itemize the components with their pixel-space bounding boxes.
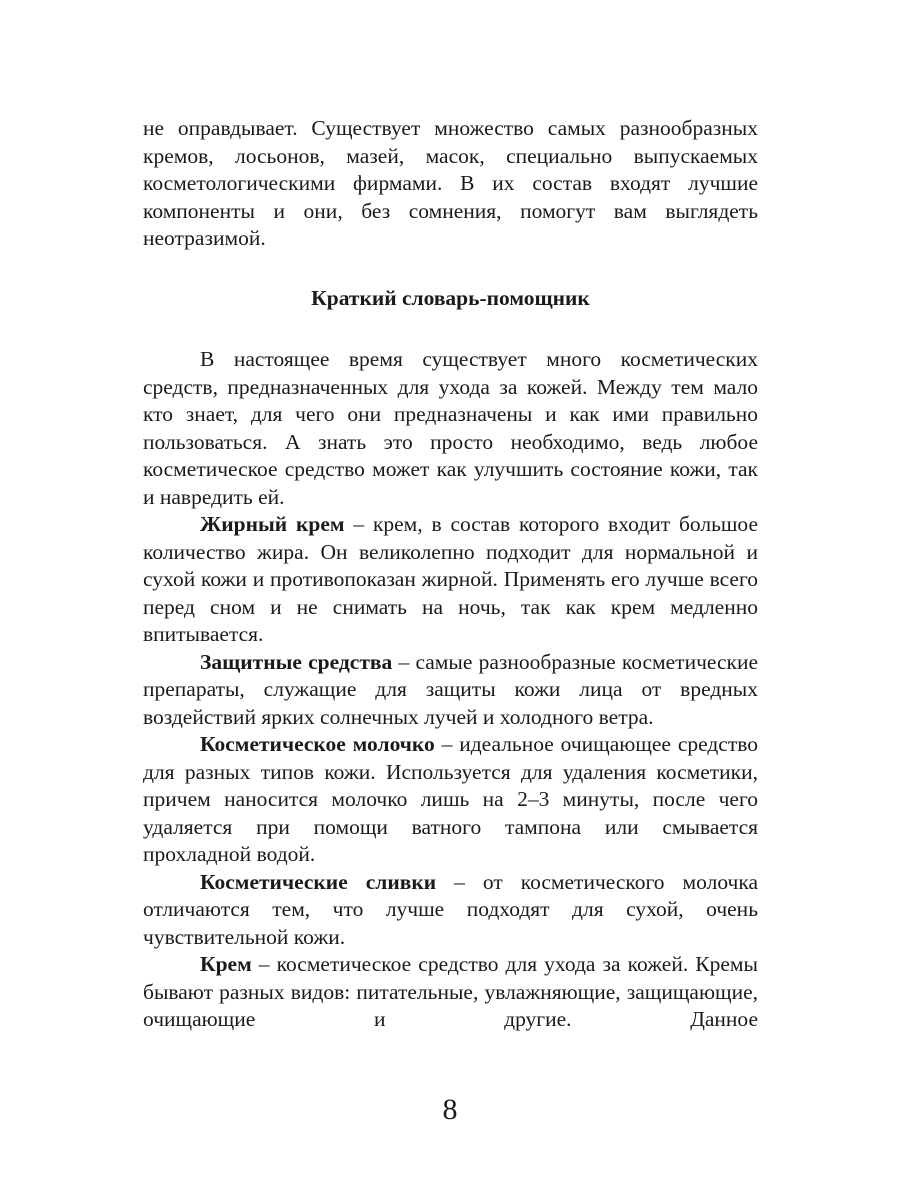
entry-definition: – идеальное очищающее средство для разных типов кожи. Используется для удаления косметики, причем наносится молочко лишь на 2–3 минуты, после чего удаляется при помощи ватного тампона или смывается прохладной водой. [143,732,758,866]
entry-term: Крем [200,952,252,976]
entry-term: Защитные средства [200,649,393,674]
entry-paragraph [143,511,758,649]
page-body [143,115,758,1034]
entry-definition: – самые разнообразные косметические препараты, служащие для защиты кожи лица от вредных воздействий ярких солнечных лучей и холодного ветра. [143,649,758,729]
paragraph-intro-continuation: не оправдывает. Существует множество самых разнообразных кремов, лосьонов, мазей, масок, специально выпускаемых косметологическими фирмами. В их состав входят лучшие компоненты и они, без сомнения, помогут вам выглядеть неотразимой. [143,116,758,250]
entry-paragraph [143,649,758,732]
section-title: Краткий словарь-помощник [311,285,590,310]
entry-term: Косметическое молочко [200,732,435,756]
entry-term: Косметические сливки [200,869,437,894]
page-number: 8 [442,1093,458,1126]
paragraph-section-intro: В настоящее время существует много косметических средств, предназначенных для ухода за кожей. Между тем мало кто знает, для чего они предназначены и как ими правильно пользоваться. А знать это просто необходимо, ведь любое косметическое средство может как улучшить состояние кожи, так и навредить ей. [143,347,758,509]
entry-definition: – крем, в состав которого входит большое количество жира. Он великолепно подходит для нормальной и сухой кожи и противопоказан жирной. Применять его лучше всего перед сном и не снимать на ночь, так как крем медленно впитывается. [143,512,758,646]
entry-paragraph [143,869,758,952]
entry-definition: – от косметического молочка отличаются тем, что лучше подходят для сухой, очень чувствительной кожи. [143,869,758,949]
entry-definition: – косметическое средство для ухода за кожей. Кремы бывают разных видов: питательные, увлажняющие, защищающие, очищающие и другие. Данное [143,952,758,1031]
entry-term: Жирный крем [200,512,345,536]
entry-paragraph [143,951,758,1034]
entry-paragraph [143,731,758,869]
